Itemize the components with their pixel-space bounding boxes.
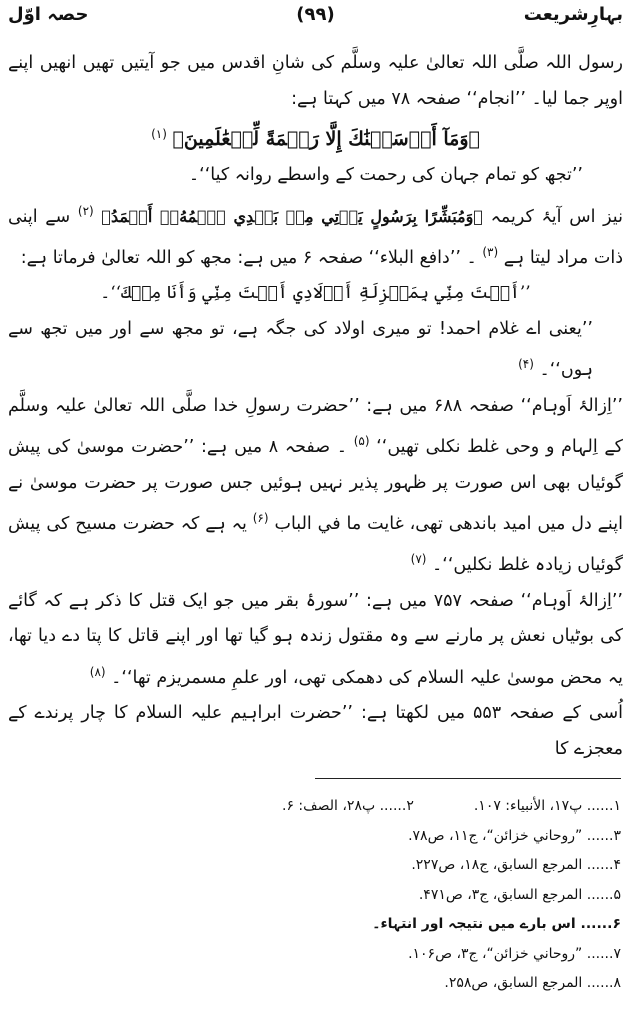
footnote-ref-1: (۱) bbox=[151, 127, 167, 141]
part-label: حصہ اوّل bbox=[8, 4, 89, 25]
footnote-4: ۴...... المرجع السابق، ج۱۸، ص۲۲۷. bbox=[411, 857, 621, 873]
verse-1-line bbox=[8, 117, 623, 158]
paragraph-3 bbox=[8, 194, 623, 277]
footnote-ref-6: (۶) bbox=[252, 511, 269, 526]
p5-text: ’’اِزالۂ اَوہام‘‘ صفحہ ۶۸۸ میں ہے: ’’حضرت رسولِ خدا صلَّی اللہ تعالیٰ علیہ وسلَّم کے اِلہام و وحی غلط نکلی تھیں‘‘ bbox=[8, 395, 623, 458]
paragraph-7: اُسی کے صفحہ ۵۵۳ میں لکھتا ہے: ’’حضرت ابراہیم علیہ السلام کا چار پرندے کے معجزے کا bbox=[8, 703, 624, 759]
footnote-7: ۷...... ”روحاني خزائن“، ج۳، ص۱۰۶. bbox=[408, 945, 621, 962]
footnote-3: ۳...... ”روحاني خزائن“، ج۱۱، ص۷۸. bbox=[408, 827, 621, 844]
footnote-1: ۱...... پ۱۷، الأنبياء: ۱۰۷. bbox=[473, 798, 621, 814]
p4-text: ’’یعنی اے غلام احمد! تو میری اولاد کی جگہ ہے، تو مجھ سے اور میں تجھ سے ہوں‘‘۔ bbox=[8, 318, 593, 381]
footnote-row-1-2 bbox=[10, 792, 621, 822]
footnote-5: ۵...... المرجع السابق، ج۳، ص۴۷۱. bbox=[418, 886, 621, 903]
quran-verse-1: ﴿وَمَآ أَرۡسَلۡنَٰكَ إِلَّا رَحۡمَةً لِّلۡعَٰلَمِينَ﴾ bbox=[172, 127, 480, 150]
p3-end: سے اپنی ذات مراد لیتا ہے bbox=[8, 206, 623, 268]
p6-text: ’’اِزالۂ اَوہام‘‘ صفحہ ۷۵۷ میں ہے: ’’سورۂ بقر میں جو ایک قتل کا ذکر ہے کہ گائے کی بوٹیاں نعش پر مارنے سے وہ مقتول زندہ ہو گیا تھا اور اپنے قاتل کا پتا دے دیا تھا، یہ محض موسیٰ علیہ السلام کی دھمکی تھی، اور علمِ مسمریزم تھا‘‘۔ bbox=[8, 590, 623, 688]
page-header bbox=[0, 0, 631, 40]
footnote-ref-2: (۲) bbox=[77, 203, 94, 218]
book-title: بہارِشریعت bbox=[523, 4, 623, 25]
footnotes bbox=[10, 792, 621, 999]
footnote-8: ۸...... المرجع السابق، ص۲۵۸. bbox=[444, 975, 621, 991]
page-number: (۹۹) bbox=[296, 4, 335, 25]
paragraph-1: رسول اللہ صلَّی اللہ تعالیٰ علیہ وسلَّم کی شانِ اقدس میں جو آیتیں تھیں انھیں اپنے اوپر جما لیا۔ ’’انجام‘‘ صفحہ ۷۸ میں کہتا ہے: bbox=[8, 53, 623, 109]
main-text bbox=[8, 46, 623, 767]
paragraph-2: ’’تجھ کو تمام جہان کی رحمت کے واسطے روانہ کیا‘‘۔ bbox=[188, 165, 583, 186]
p5-text-b: ۔ صفحہ ۸ میں ہے: ’’حضرت موسیٰ کی پیش گوئیاں بھی اس صورت پر ظہور پذیر نہیں ہوئیں جس صورت پر حضرت موسیٰ نے اپنے دل میں امید باندھی تھی، غایت ما في الباب bbox=[8, 437, 623, 534]
p3-start: نیز اس آیۂ کریمہ bbox=[490, 206, 623, 227]
p3-rest: ۔ ’’دافع البلاء‘‘ صفحہ ۶ میں ہے: مجھ کو اللہ تعالیٰ فرماتا ہے: bbox=[20, 247, 477, 268]
footnote-ref-5: (۵) bbox=[353, 434, 370, 449]
p5-text-c: یہ ہے کہ حضرت مسیح کی پیش گوئیاں زیادہ غلط نکلیں‘‘۔ bbox=[8, 513, 623, 576]
arabic-quote: ’’أَنۡتَ مِنِّي بِمَنۡزِلَةِ أَوۡلَادِي أَنۡتَ مِنِّي وَأَنَا مِنۡكَ‘‘۔ bbox=[100, 283, 531, 304]
footnote-2: ۲...... پ۲۸، الصف: ۶. bbox=[282, 798, 414, 814]
paragraph-5 bbox=[8, 389, 623, 584]
footnote-separator bbox=[315, 778, 621, 779]
footnote-ref-3: (۳) bbox=[482, 245, 499, 260]
footnote-ref-7: (۷) bbox=[410, 552, 427, 567]
quran-verse-2: ﴿وَمُبَشِّرًا بِرَسُولٍ يَأۡتِي مِنۢ بَعۡدِي ٱسۡمُهُۥٓ أَحۡمَدُ﴾ bbox=[101, 206, 483, 226]
arabic-quote-line bbox=[8, 276, 623, 312]
paragraph-4 bbox=[8, 312, 623, 389]
footnote-6: ۶...... اس بارے میں نتیجہ اور انتہاء۔ bbox=[372, 916, 621, 932]
footnote-ref-8: (۸) bbox=[89, 664, 106, 679]
paragraph-6 bbox=[8, 584, 623, 696]
footnote-ref-4: (۴) bbox=[518, 357, 534, 372]
